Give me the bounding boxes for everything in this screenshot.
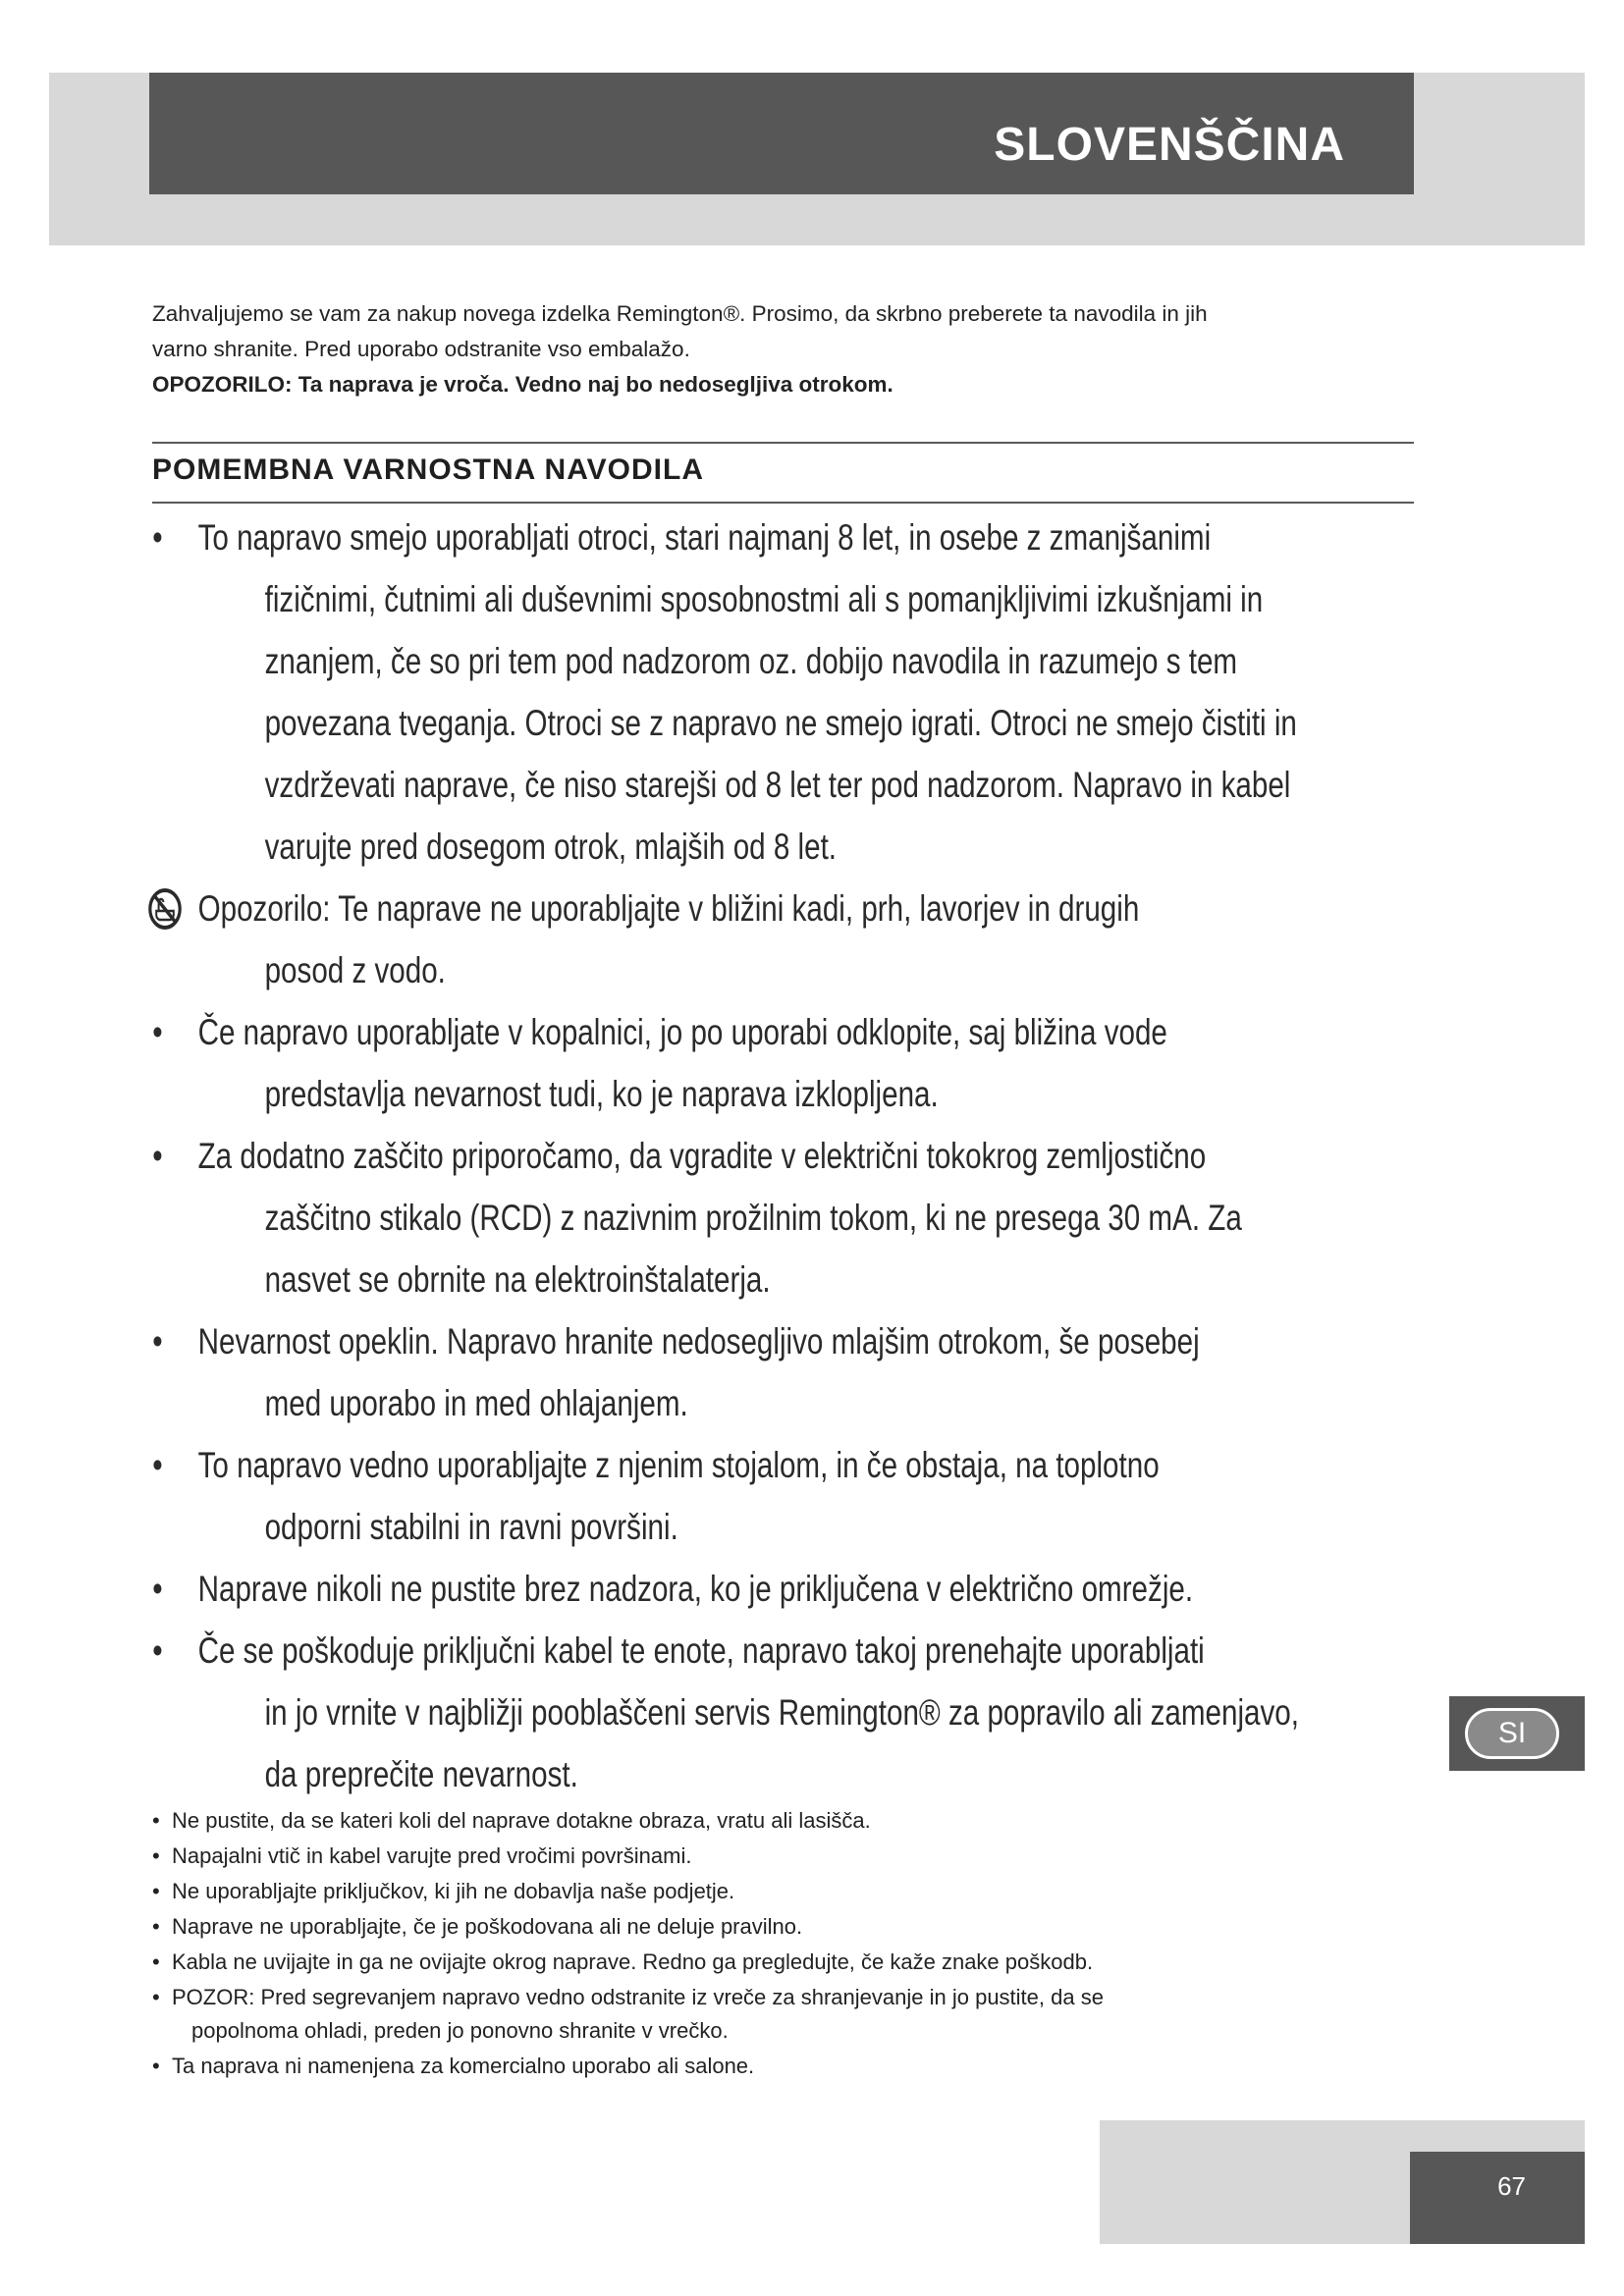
text-line: znanjem, če so pri tem pod nadzorom oz. dobijo navodila in razumejo s tem — [264, 641, 1238, 681]
text-line: Ne pustite, da se kateri koli del naprave dotakne obraza, vratu ali lasišča. — [172, 1808, 871, 1833]
text-line: predstavlja nevarnost tudi, ko je naprava izklopljena. — [264, 1074, 939, 1114]
intro-line-2: varno shranite. Pred uporabo odstranite vso embalažo. — [152, 337, 690, 361]
text-line: posod z vodo. — [264, 950, 446, 990]
instruction-item — [152, 2050, 1419, 2083]
instruction-item — [152, 1910, 1419, 1944]
bullet: • — [152, 1949, 160, 1974]
safety-item — [149, 507, 1437, 878]
text-line: zaščitno stikalo (RCD) z nazivnim prožilnim tokom, ki ne presega 30 mA. Za — [264, 1198, 1242, 1238]
intro-line-1: Zahvaljujemo se vam za nakup novega izdelka Remington®. Prosimo, da skrbno preberete ta navodila in jih — [152, 301, 1208, 326]
language-tab — [1449, 1696, 1585, 1771]
bullet: • — [152, 1569, 163, 1609]
safety-item — [149, 1620, 1437, 1805]
intro-block — [152, 296, 1419, 402]
text-line: Kabla ne uvijajte in ga ne ovijajte okrog naprave. Redno ga pregledujte, če kaže znake poškodb. — [172, 1949, 1094, 1974]
safety-item — [149, 1310, 1437, 1434]
section-divider-bottom — [152, 502, 1414, 504]
section-divider-top — [152, 442, 1414, 444]
bullet: • — [152, 1630, 163, 1671]
additional-instructions-list — [152, 1804, 1419, 2085]
safety-item — [149, 1125, 1437, 1310]
text-line: POZOR: Pred segrevanjem napravo vedno odstranite iz vreče za shranjevanje in jo pustite, da se — [172, 1985, 1104, 2009]
text-line: Ne uporabljajte priključkov, ki jih ne dobavlja naše podjetje. — [172, 1879, 735, 1903]
text-line: Opozorilo: Te naprave ne uporabljajte v bližini kadi, prh, lavorjev in drugih — [197, 888, 1140, 929]
text-line: Za dodatno zaščito priporočamo, da vgradite v električni tokokrog zemljostično — [197, 1136, 1207, 1176]
bullet: • — [152, 1321, 163, 1362]
safety-item — [149, 1434, 1437, 1558]
bullet: • — [152, 1879, 160, 1903]
text-line: popolnoma ohladi, preden jo ponovno shranite v vrečko. — [191, 2018, 729, 2043]
text-line: da preprečite nevarnost. — [264, 1754, 578, 1794]
text-line: To napravo smejo uporabljati otroci, stari najmanj 8 let, in osebe z zmanjšanimi — [197, 517, 1212, 558]
instruction-item — [152, 1875, 1419, 1908]
text-line: varujte pred dosegom otrok, mlajših od 8 let. — [264, 827, 838, 867]
bullet: • — [152, 1136, 163, 1176]
bullet: • — [152, 1808, 160, 1833]
text-line: Nevarnost opeklin. Napravo hranite nedosegljivo mlajšim otrokom, še posebej — [197, 1321, 1200, 1362]
header-title-bar — [149, 73, 1414, 194]
instruction-item — [152, 1946, 1419, 1979]
text-line: To napravo vedno uporabljajte z njenim stojalom, in če obstaja, na toplotno — [197, 1445, 1160, 1485]
bullet: • — [152, 2054, 160, 2078]
text-line: Napajalni vtič in kabel varujte pred vročimi površinami. — [172, 1843, 692, 1868]
safety-instructions-list — [149, 507, 1437, 1805]
safety-item — [149, 1001, 1437, 1125]
page-title: SLOVENŠČINA — [994, 119, 1345, 171]
page-number: 67 — [1497, 2171, 1526, 2201]
text-line: Če napravo uporabljate v kopalnici, jo po uporabi odklopite, saj bližina vode — [197, 1012, 1167, 1052]
page-number-box — [1410, 2152, 1585, 2244]
bullet: • — [152, 1843, 160, 1868]
text-line: Če se poškoduje priključni kabel te enote, napravo takoj prenehajte uporabljati — [197, 1630, 1205, 1671]
bullet: • — [152, 1985, 160, 2009]
safety-item — [149, 1558, 1437, 1620]
section-title: POMEMBNA VARNOSTNA NAVODILA — [152, 454, 704, 486]
text-line: Naprave ne uporabljajte, če je poškodovana ali ne deluje pravilno. — [172, 1914, 803, 1939]
text-line: povezana tveganja. Otroci se z napravo ne smejo igrati. Otroci ne smejo čistiti in — [264, 703, 1297, 743]
bullet: • — [152, 1914, 160, 1939]
text-line: vzdrževati naprave, če niso starejši od 8 let ter pod nadzorom. Napravo in kabel — [264, 765, 1291, 805]
text-line: in jo vrnite v najbližji pooblaščeni servis Remington® za popravilo ali zamenjavo, — [264, 1692, 1299, 1733]
text-line: Naprave nikoli ne pustite brez nadzora, ko je priključena v električno omrežje. — [197, 1569, 1194, 1609]
text-line: fizičnimi, čutnimi ali duševnimi sposobnostmi ali s pomanjkljivimi izkušnjami in — [264, 579, 1264, 619]
no-water-icon — [147, 887, 182, 931]
intro-warning: OPOZORILO: Ta naprava je vroča. Vedno naj bo nedosegljiva otrokom. — [152, 372, 893, 397]
instruction-item — [152, 1981, 1419, 2048]
instruction-item — [152, 1804, 1419, 1838]
text-line: odporni stabilni in ravni površini. — [264, 1507, 678, 1547]
text-line: nasvet se obrnite na elektroinštalaterja. — [264, 1259, 771, 1300]
language-code-badge: SI — [1465, 1708, 1559, 1759]
text-line: Ta naprava ni namenjena za komercialno uporabo ali salone. — [172, 2054, 755, 2078]
instruction-item — [152, 1840, 1419, 1873]
bullet: • — [152, 1012, 163, 1052]
text-line: med uporabo in med ohlajanjem. — [264, 1383, 688, 1423]
safety-item — [149, 878, 1437, 1001]
bullet: • — [152, 1445, 163, 1485]
bullet: • — [152, 517, 163, 558]
